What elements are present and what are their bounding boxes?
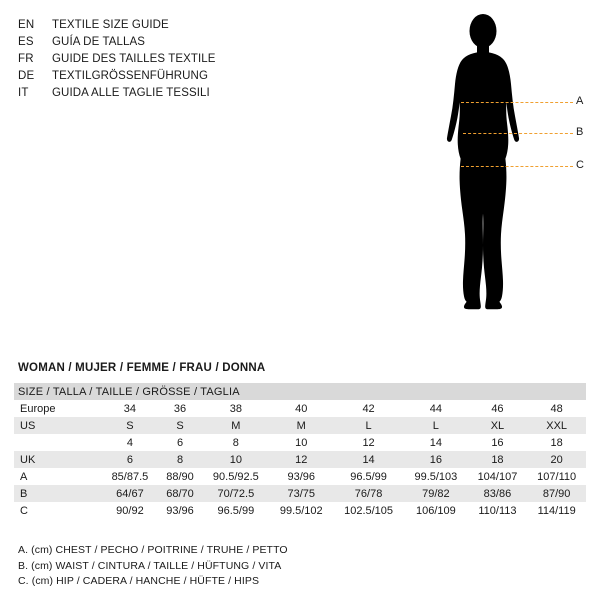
cell: 34 [102,400,158,417]
language-row-it [18,85,398,102]
cell: 96.5/99 [202,502,269,519]
language-text: GUÍA DE TALLAS [52,36,146,48]
language-code: DE [18,70,35,82]
language-text: GUIDE DES TAILLES TEXTILE [52,53,216,65]
cell: 10 [270,434,333,451]
cell: 76/78 [333,485,404,502]
language-text: TEXTILGRÖSSENFÜHRUNG [52,70,208,82]
section-title: WOMAN / MUJER / FEMME / FRAU / DONNA [18,362,266,374]
female-silhouette-icon [408,8,593,376]
cell: S [158,417,202,434]
cell: 99.5/103 [404,468,467,485]
measure-label-b: B [576,126,584,138]
cell: 90.5/92.5 [202,468,269,485]
cell: 12 [270,451,333,468]
figure-area [408,8,593,376]
language-text: TEXTILE SIZE GUIDE [52,19,169,31]
language-code: IT [18,87,29,99]
cell: 20 [527,451,586,468]
cell: 6 [158,434,202,451]
cell: 107/110 [527,468,586,485]
cell: 44 [404,400,467,417]
row-label: UK [14,451,102,468]
cell: 8 [158,451,202,468]
cell: 85/87.5 [102,468,158,485]
cell: 93/96 [270,468,333,485]
row-label: Europe [14,400,102,417]
cell: 36 [158,400,202,417]
cell: 14 [404,434,467,451]
cell: 10 [202,451,269,468]
cell: 99.5/102 [270,502,333,519]
cell: 73/75 [270,485,333,502]
cell: 64/67 [102,485,158,502]
legend-line-b: B. (cm) WAIST / CINTURA / TAILLE / HÜFTUNG / VITA [18,559,282,572]
cell: 104/107 [468,468,528,485]
row-label [14,434,102,451]
cell: 79/82 [404,485,467,502]
cell: 93/96 [158,502,202,519]
language-row-es [18,34,398,51]
table-row [14,417,586,434]
table-header-label: SIZE / TALLA / TAILLE / GRÖSSE / TAGLIA [14,383,586,400]
cell: XXL [527,417,586,434]
language-row-de [18,68,398,85]
cell: 90/92 [102,502,158,519]
cell: 14 [333,451,404,468]
cell: 40 [270,400,333,417]
language-code: FR [18,53,34,65]
cell: 88/90 [158,468,202,485]
cell: 12 [333,434,404,451]
measure-label-c: C [576,159,584,171]
cell: 4 [102,434,158,451]
language-row-fr [18,51,398,68]
measure-label-a: A [576,95,584,107]
table-row [14,502,586,519]
row-label: C [14,502,102,519]
cell: XL [468,417,528,434]
cell: M [270,417,333,434]
cell: M [202,417,269,434]
table-header-row [14,383,586,400]
cell: 102.5/105 [333,502,404,519]
table-row [14,451,586,468]
row-label: US [14,417,102,434]
cell: 18 [468,451,528,468]
measurement-legend [18,543,578,590]
cell: 106/109 [404,502,467,519]
cell: 38 [202,400,269,417]
cell: 6 [102,451,158,468]
cell: 18 [527,434,586,451]
language-code: ES [18,36,34,48]
cell: 42 [333,400,404,417]
cell: 83/86 [468,485,528,502]
legend-line-a: A. (cm) CHEST / PECHO / POITRINE / TRUHE / PETTO [18,544,288,556]
cell: L [333,417,404,434]
measure-line-c [461,166,573,167]
language-code: EN [18,19,35,31]
cell: 46 [468,400,528,417]
cell: 114/119 [527,502,586,519]
table-row [14,485,586,502]
cell: 16 [404,451,467,468]
cell: 68/70 [158,485,202,502]
language-row-en [18,17,398,34]
cell: 110/113 [468,502,528,519]
cell: 8 [202,434,269,451]
language-text: GUIDA ALLE TAGLIE TESSILI [52,87,210,99]
cell: 96.5/99 [333,468,404,485]
table-row [14,400,586,417]
cell: L [404,417,467,434]
legend-line-c: C. (cm) HIP / CADERA / HANCHE / HÜFTE / HIPS [18,575,260,587]
cell: 16 [468,434,528,451]
cell: 87/90 [527,485,586,502]
size-table [14,383,586,519]
table-row [14,468,586,485]
row-label: A [14,468,102,485]
cell: S [102,417,158,434]
measure-line-a [461,102,573,103]
language-list [18,17,398,102]
table-row [14,434,586,451]
measure-line-b [463,133,573,134]
row-label: B [14,485,102,502]
cell: 70/72.5 [202,485,269,502]
cell: 48 [527,400,586,417]
